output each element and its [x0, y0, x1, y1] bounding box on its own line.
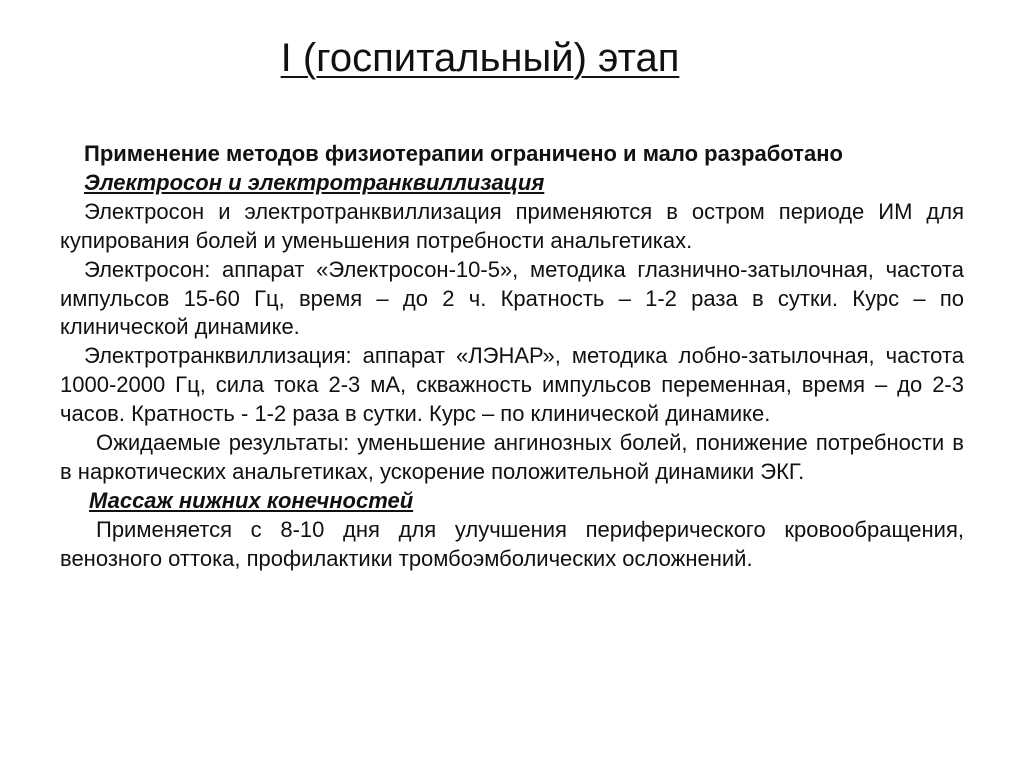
slide-title: I (госпитальный) этап	[280, 36, 680, 80]
electrosleep-indication-paragraph: Электросон и электротранквиллизация применяются в остром периоде ИМ для купирования болей и уменьшения потребности анальгетиках.	[60, 198, 964, 253]
section-heading-massage: Массаж нижних конечностей	[89, 487, 414, 513]
intro-paragraph: Применение методов физиотерапии ограничено и мало разработано	[84, 141, 843, 166]
massage-paragraph: Применяется с 8-10 дня для улучшения периферического кровообращения, венозного оттока, профилактики тромбоэмболических осложнений.	[60, 516, 964, 571]
electrotranquilization-method-paragraph: Электротранквиллизация: аппарат «ЛЭНАР», методика лобно-затылочная, частота 1000-2000 Гц, сила тока 2-3 мА, скважность импульсов переменная, время – до 2-3 часов. Кратность - 1-2 раза в сутки. Курс – по клинической динамике.	[60, 343, 964, 427]
section-heading-electrosleep: Электросон и электротранквиллизация	[84, 169, 545, 195]
section-heading-electrosleep-wrap	[60, 169, 964, 198]
expected-results-paragraph: Ожидаемые результаты: уменьшение ангинозных болей, понижение потребности в в наркотических анальгетиках, ускорение положительной динамики ЭКГ.	[60, 430, 964, 484]
electrosleep-method-paragraph: Электросон: аппарат «Электросон-10-5», методика глазнично-затылочная, частота импульсов 15-60 Гц, время – до 2 ч. Кратность – 1-2 раза в сутки. Курс – по клинической динамике.	[60, 256, 964, 340]
slide-body	[60, 140, 964, 574]
section-heading-massage-wrap	[60, 487, 964, 516]
